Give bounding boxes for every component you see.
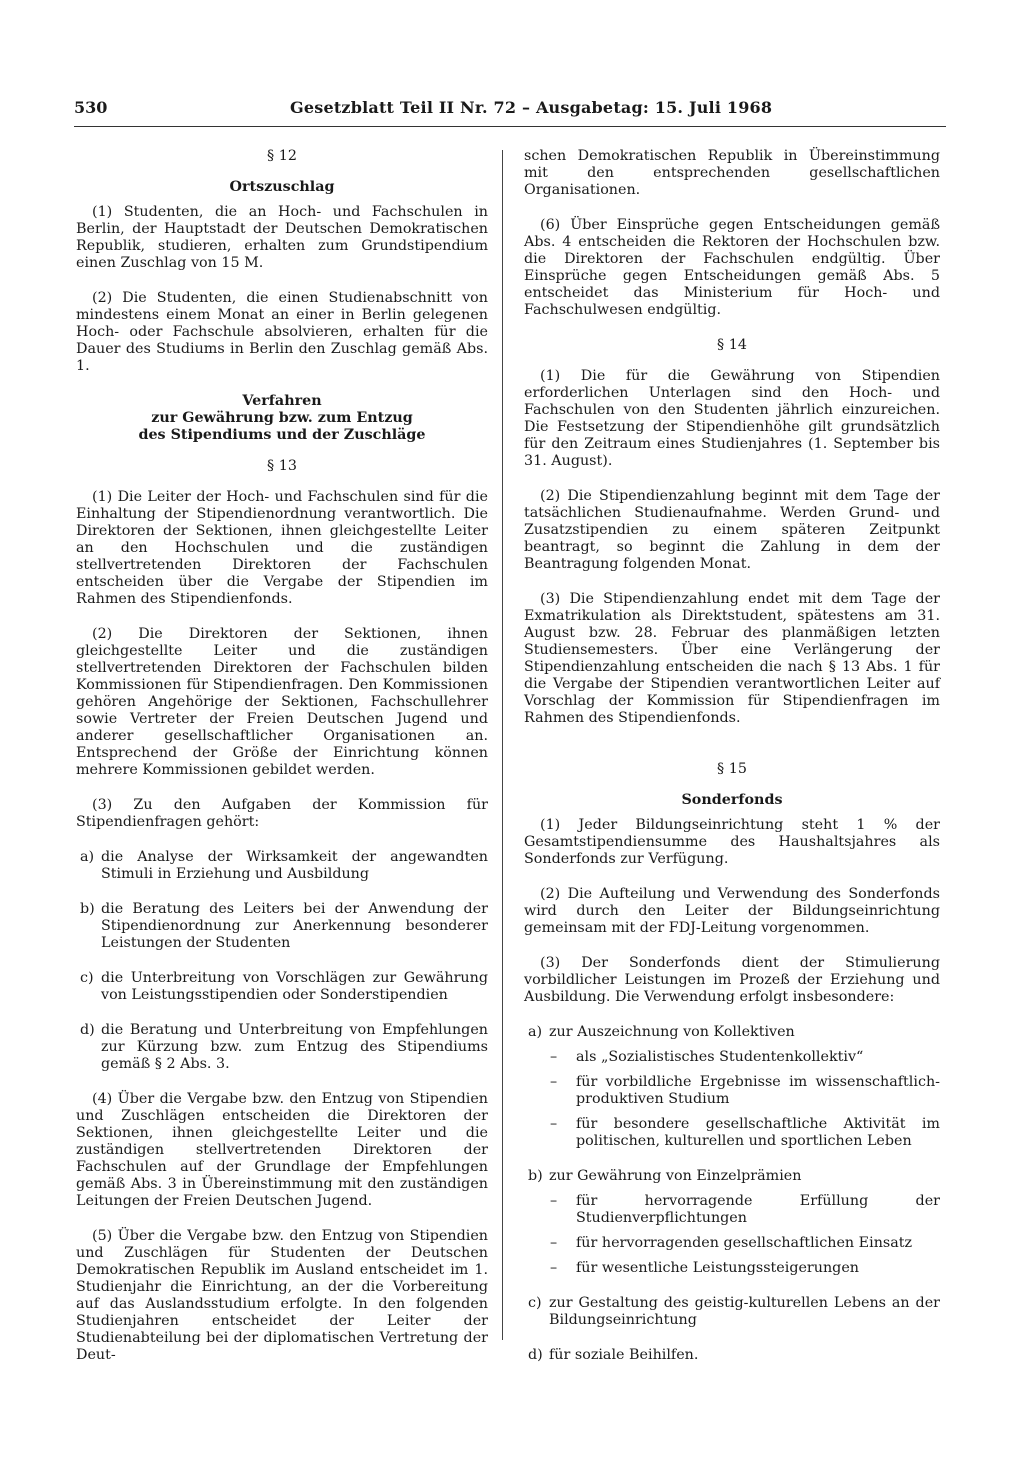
list-item: d) für soziale Beihilfen. bbox=[528, 1347, 699, 1363]
section-12-number: § 12 bbox=[267, 148, 297, 164]
dash-item: – für vorbildliche Ergebnisse im wissenschaftlich-produktiven Studium bbox=[550, 1074, 940, 1107]
paragraph: (3) Die Stipendienzahlung endet mit dem Tage der Exmatrikulation als Direktstudent, spätestens am 31. August bzw. 28. Februar des planmäßigen letzten Studiensemesters. Über eine Verlängerung der Stipendienzahlung entscheiden die nach § 13 Abs. 1 für die Vergabe der Stipendien verantwortlichen Leiter auf Vorschlag der Kommission für Stipendienfragen im Rahmen des Stipendienfonds. bbox=[524, 591, 940, 726]
paragraph: (1) Die Leiter der Hoch- und Fachschulen sind für die Einhaltung der Stipendienordnung verantwortlich. Die Direktoren der Sektionen, ihnen gleichgestellte Leiter an den Hochschulen und die zuständigen stellvertretenden Direktoren der Fachschulen entscheiden über die Vergabe der Stipendien im Rahmen des Stipendienfonds. bbox=[76, 489, 488, 607]
list-item: a) zur Auszeichnung von Kollektiven bbox=[528, 1024, 795, 1040]
section-12-heading: Ortszuschlag bbox=[229, 179, 335, 195]
procedure-heading-line-2: zur Gewährung bzw. zum Entzug bbox=[151, 410, 413, 426]
list-item: c) zur Gestaltung des geistig-kulturellen Lebens an der Bildungseinrichtung bbox=[528, 1295, 940, 1328]
section-13-number: § 13 bbox=[267, 458, 297, 474]
procedure-heading-line-3: des Stipendiums und der Zuschläge bbox=[138, 427, 426, 443]
section-15-number: § 15 bbox=[717, 761, 747, 777]
list-item: c) die Unterbreitung von Vorschlägen zur Gewährung von Leistungsstipendien oder Sonderstipendien bbox=[80, 970, 488, 1003]
paragraph: (2) Die Stipendienzahlung beginnt mit dem Tage der tatsächlichen Studienaufnahme. Werden Grund- und Zusatzstipendien zu einem späteren Zeitpunkt beantragt, so beginnt die Zahlung in dem der Beantragung folgenden Monat. bbox=[524, 488, 940, 572]
page-number: 530 bbox=[74, 98, 108, 117]
header-rule bbox=[74, 126, 946, 127]
paragraph: (2) Die Aufteilung und Verwendung des Sonderfonds wird durch den Leiter der Bildungseinrichtung gemeinsam mit der FDJ-Leitung vorgenommen. bbox=[524, 886, 940, 936]
list-item: d) die Beratung und Unterbreitung von Empfehlungen zur Kürzung bzw. zum Entzug des Stipendiums gemäß § 2 Abs. 3. bbox=[80, 1022, 488, 1072]
list-item: a) die Analyse der Wirksamkeit der angewandten Stimuli in Erziehung und Ausbildung bbox=[80, 849, 488, 882]
dash-item: – als „Sozialistisches Studentenkollektiv“ bbox=[550, 1049, 864, 1065]
left-column bbox=[76, 148, 488, 1364]
paragraph: (1) Jeder Bildungseinrichtung steht 1 % der Gesamtstipendiensumme des Haushaltsjahres als Sonderfonds zur Verfügung. bbox=[524, 817, 940, 867]
paragraph: (2) Die Direktoren der Sektionen, ihnen gleichgestellte Leiter und die zuständigen stellvertretenden Direktoren der Fachschulen bilden Kommissionen für Stipendienfragen. Den Kommissionen gehören Angehörige der Sektionen, Fachschullehrer sowie Vertreter der Freien Deutschen Jugend und anderer gesellschaftlicher Organisationen an. Entsprechend der Größe der Einrichtung können mehrere Kommissionen gebildet werden. bbox=[76, 626, 488, 778]
dash-item: – für hervorragende Erfüllung der Studienverpflichtungen bbox=[550, 1193, 940, 1226]
header-title: Gesetzblatt Teil II Nr. 72 – Ausgabetag: 15. Juli 1968 bbox=[290, 98, 773, 117]
column-divider bbox=[502, 150, 503, 1340]
paragraph: (2) Die Studenten, die einen Studienabschnitt von mindestens einem Monat an einer in Berlin gelegenen Hoch- oder Fachschule absolvieren, erhalten für die Dauer des Studiums in Berlin den Zuschlag gemäß Abs. 1. bbox=[76, 290, 488, 374]
list-item: b) zur Gewährung von Einzelprämien bbox=[528, 1168, 802, 1184]
procedure-heading-line-1: Verfahren bbox=[242, 393, 322, 409]
paragraph: (4) Über die Vergabe bzw. den Entzug von Stipendien und Zuschlägen entscheiden die Direktoren der Sektionen, ihnen gleichgestellte Leiter und die zuständigen stellvertretenden Direktoren der Fachschulen auf der Grundlage der Empfehlungen gemäß Abs. 3 in Übereinstimmung mit den zuständigen Leitungen der Freien Deutschen Jugend. bbox=[76, 1091, 488, 1209]
paragraph: (3) Zu den Aufgaben der Kommission für Stipendienfragen gehört: bbox=[76, 797, 488, 830]
paragraph: (5) Über die Vergabe bzw. den Entzug von Stipendien und Zuschlägen für Studenten der Deutschen Demokratischen Republik im Ausland entscheidet im 1. Studienjahr die Einrichtung, an der die Vorbereitung auf das Auslandsstudium erfolgte. In den folgenden Studienjahren entscheidet der Leiter der Studienabteilung bei der diplomatischen Vertretung der Deut- bbox=[76, 1228, 488, 1363]
list-item: b) die Beratung des Leiters bei der Anwendung der Stipendienordnung zur Anerkennung besonderer Leistungen der Studenten bbox=[80, 901, 488, 951]
dash-item: – für hervorragenden gesellschaftlichen Einsatz bbox=[550, 1235, 913, 1251]
section-15-heading: Sonderfonds bbox=[681, 792, 783, 808]
page-header bbox=[74, 98, 954, 122]
section-14-number: § 14 bbox=[717, 337, 747, 353]
paragraph-continuation: schen Demokratischen Republik in Übereinstimmung mit den entsprechenden gesellschaftlichen Organisationen. bbox=[524, 148, 940, 198]
paragraph: (1) Studenten, die an Hoch- und Fachschulen in Berlin, der Hauptstadt der Deutschen Demokratischen Republik, studieren, erhalten zum Grundstipendium einen Zuschlag von 15 M. bbox=[76, 204, 488, 271]
right-column bbox=[524, 148, 940, 1364]
paragraph: (1) Die für die Gewährung von Stipendien erforderlichen Unterlagen sind den Hoch- und Fachschulen von den Studenten jährlich einzureichen. Die Festsetzung der Stipendienhöhe gilt grundsätzlich für den Zeitraum eines Studienjahres (1. September bis 31. August). bbox=[524, 368, 940, 469]
dash-item: – für wesentliche Leistungssteigerungen bbox=[550, 1260, 860, 1276]
paragraph: (3) Der Sonderfonds dient der Stimulierung vorbildlicher Leistungen im Prozeß der Erziehung und Ausbildung. Die Verwendung erfolgt insbesondere: bbox=[524, 955, 940, 1005]
dash-item: – für besondere gesellschaftliche Aktivität im politischen, kulturellen und sportlichen Leben bbox=[550, 1116, 940, 1149]
paragraph: (6) Über Einsprüche gegen Entscheidungen gemäß Abs. 4 entscheiden die Rektoren der Hochschulen bzw. die Direktoren der Fachschulen endgültig. Über Einsprüche gegen Entscheidungen gemäß Abs. 5 entscheidet das Ministerium für Hoch- und Fachschulwesen endgültig. bbox=[524, 217, 940, 318]
